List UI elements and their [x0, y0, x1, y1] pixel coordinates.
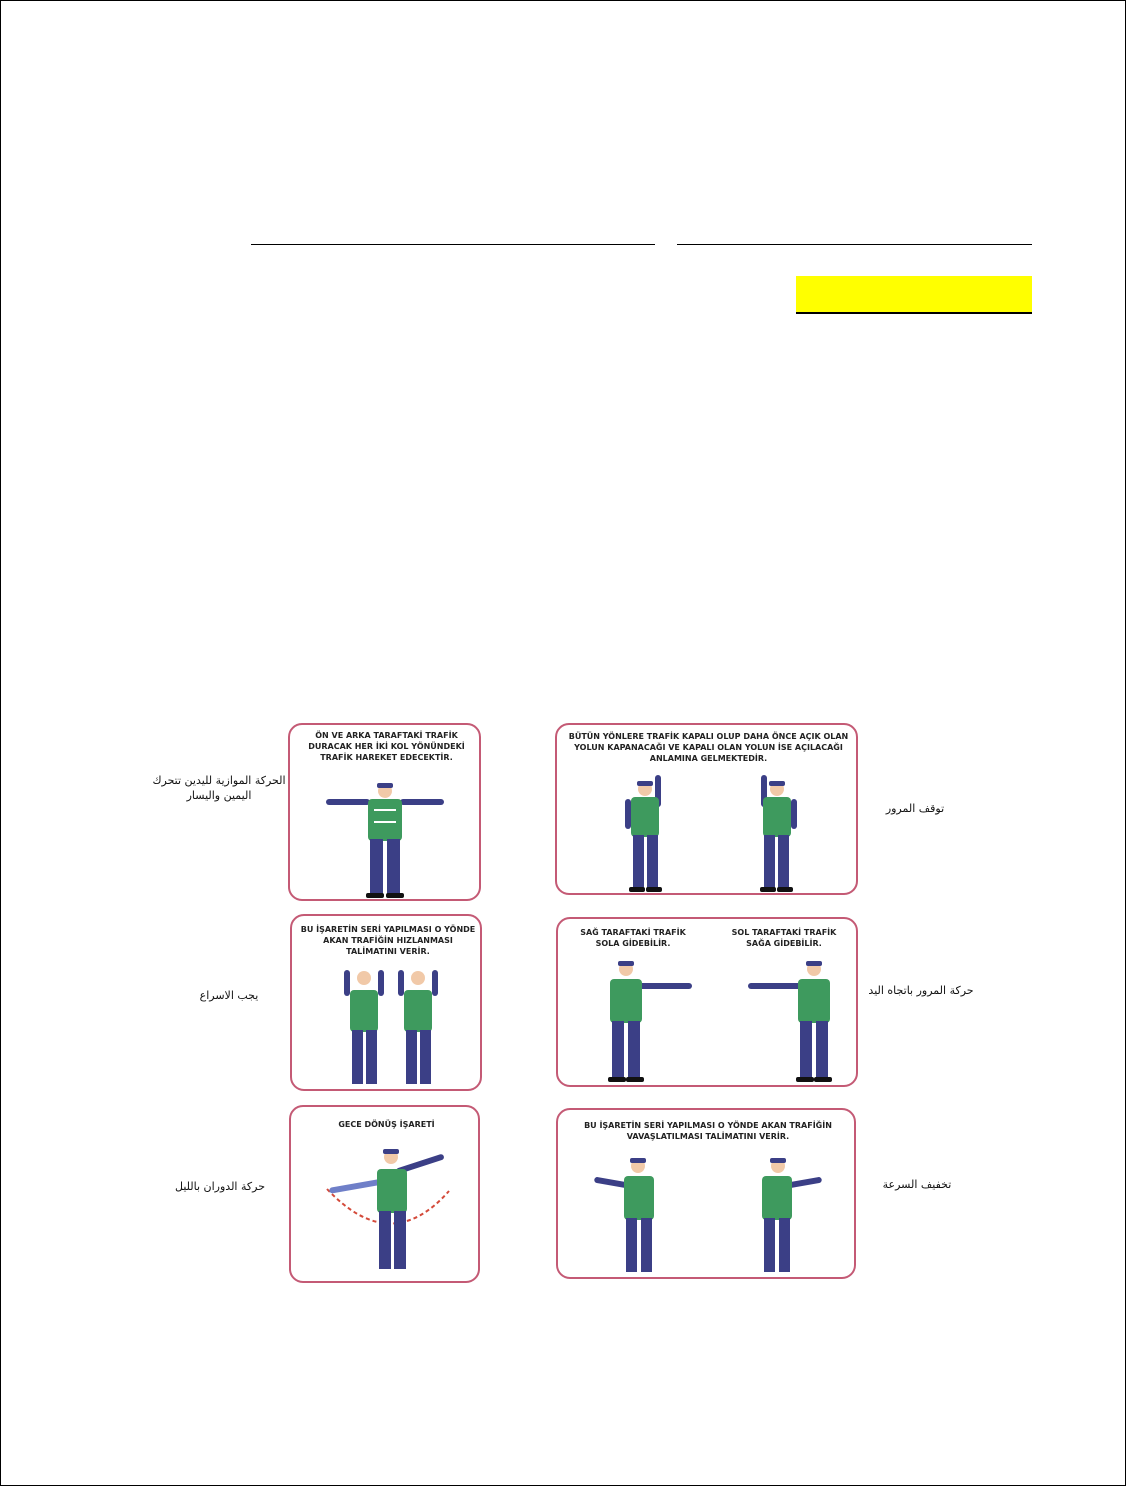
officer-figure-left — [604, 959, 694, 1085]
caption-direction-left: SAĞ TARAFTAKİ TRAFİK SOLA GİDEBİLİR. — [580, 928, 686, 948]
card-slow-down — [556, 1108, 856, 1279]
officer-figure — [321, 1147, 461, 1277]
caption-speedup: BU İŞARETİN SERİ YAPILMASI O YÖNDE AKAN TRAFİĞİN HIZLANMASI TALİMATINI VERİR. — [300, 925, 476, 956]
card-parallel-arms — [288, 723, 481, 901]
card-hand-direction — [556, 917, 858, 1087]
blank-line-left — [251, 244, 655, 245]
card-night-turn — [289, 1105, 480, 1283]
card-speed-up — [290, 914, 482, 1091]
blank-line-right — [677, 244, 1032, 245]
label-stop: توقف المرور — [885, 802, 945, 815]
officer-figure-left — [617, 775, 677, 893]
caption-slowdown: BU İŞARETİN SERİ YAPILMASI O YÖNDE AKAN TRAFİĞİN VAVAŞLATILMASI TALİMATINI VERİR. — [584, 1121, 832, 1141]
officer-figure-right — [745, 775, 805, 893]
label-parallel: الحركة الموازية لليدين تتحرك اليمين واليسار — [152, 774, 286, 802]
caption-stop: BÜTÜN YÖNLERE TRAFİK KAPALI OLUP DAHA ÖNCE AÇIK OLAN YOLUN KAPANACAĞI VE KAPALI OLAN YOLUN İSE AÇILACAĞI ANLAMINA GELMEKTEDİR. — [568, 732, 849, 763]
officer-figure — [320, 783, 450, 899]
caption-parallel: ÖN VE ARKA TARAFTAKİ TRAFİK DURACAK HER İKİ KOL YÖNÜNDEKİ TRAFİK HAREKET EDECEKTİR. — [308, 731, 465, 762]
officer-figure-right — [396, 966, 440, 1088]
caption-direction-right: SOL TARAFTAKİ TRAFİK SAĞA GİDEBİLİR. — [731, 928, 837, 948]
label-night: حركة الدوران بالليل — [175, 1180, 265, 1193]
label-direction: حركة المرور باتجاه اليد — [868, 984, 974, 997]
card-stop-traffic — [555, 723, 858, 895]
officer-figure-right — [748, 959, 838, 1085]
officer-figure-right — [742, 1156, 822, 1276]
label-speedup: يجب الاسراع — [199, 989, 259, 1002]
officer-figure-left — [594, 1156, 674, 1276]
highlighted-blank — [796, 276, 1032, 314]
officer-figure-left — [342, 966, 386, 1088]
label-slowdown: تخفيف السرعة — [882, 1178, 952, 1191]
caption-night: GECE DÖNÜŞ İŞARETİ — [338, 1120, 435, 1129]
